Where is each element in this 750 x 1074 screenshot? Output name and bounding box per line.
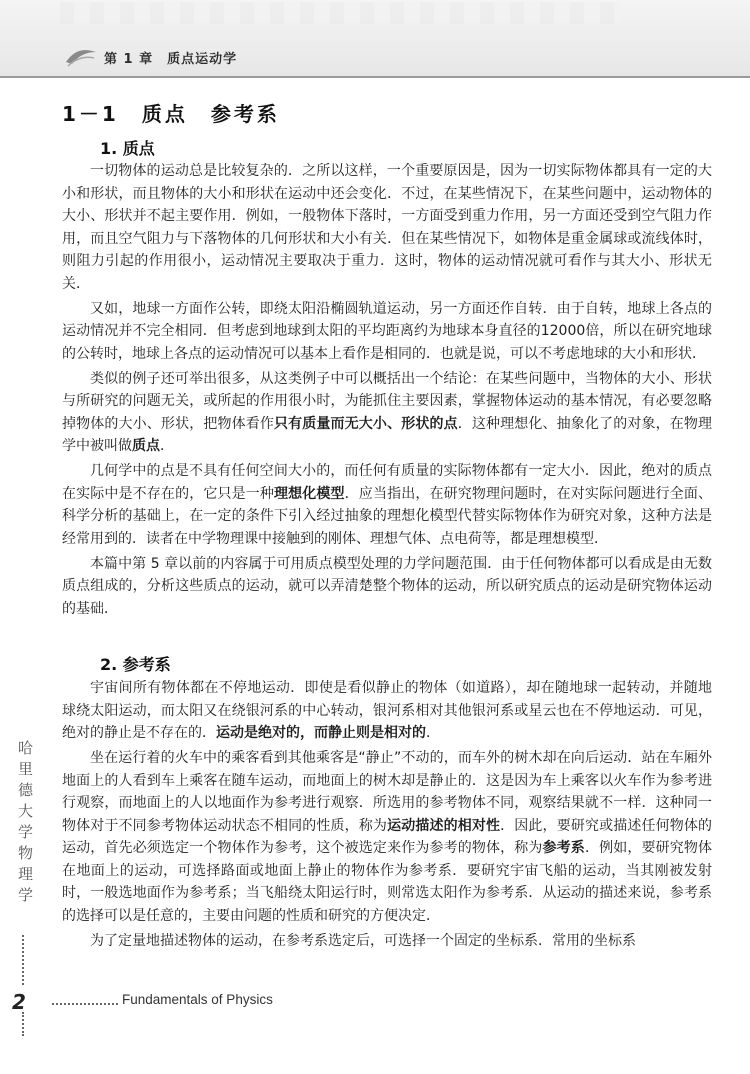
side-dotted-rule [22, 935, 26, 985]
subsection-heading-particle: 1. 质点 [100, 139, 155, 158]
text-run: ．这种理想化、抽象化了的对象，在物理学中被叫做 [62, 415, 712, 454]
text-run: 宇宙间所有物体都在不停地运动．即使是看似静止的物体（如道路），却在随地球一起转动，并随地球绕太阳运动，而太阳又在绕银河系的中心转动，银河系相对其他银河系或星云也在不停地运动．可见，绝对的静止是不存在的． [62, 680, 712, 741]
section-title: 1－1 质点 参考系 [62, 102, 280, 126]
paragraph [62, 460, 712, 550]
side-dotted-rule-lower [22, 1012, 26, 1036]
footer-book-title: Fundamentals of Physics [122, 992, 273, 1007]
paragraph [62, 747, 712, 927]
text-run: ． [160, 438, 174, 454]
text-run: 几何学中的点是不具有任何空间大小的，而任何有质量的实际物体都有一定大小．因此，绝对的质点在实际中是不存在的，它只是一种 [62, 463, 712, 502]
chapter-swoosh-icon [64, 46, 98, 68]
emphasis-text: 理想化模型 [274, 485, 345, 502]
emphasis-text: 参考系 [542, 840, 585, 856]
text-run: ．例如，要研究物体在地面上的运动，可选择路面或地面上静止的物体作为参考系．要研究宇宙飞船的运动，当其刚被发射时，一般选地面作为参考系；当飞船绕太阳运行时，则常选太阳作为参考系．从运动的描述来说，参考系的选择可以是任意的，主要由问题的性质和研究的方便决定． [62, 840, 713, 924]
footer-dotted-leader [52, 1003, 118, 1007]
paragraph: 本篇中第 5 章以前的内容属于可用质点模型处理的力学问题范围．由于任何物体都可以看成是由无数质点组成的，分析这些质点的运动，就可以弄清楚整个物体的运动，所以研究质点的运动是研究物体运动的基础． [62, 555, 712, 617]
page-number: 2 [12, 990, 26, 1014]
text-run: 类似的例子还可举出很多，从这类例子中可以概括出一个结论：在某些问题中，当物体的大小、形状与所研究的问题无关，或所起的作用很小时，为能抓住主要因素，掌握物体运动的基本情况，有必要忽略掉物体的大小、形状，把物体看作 [62, 370, 712, 432]
paragraph [62, 677, 712, 745]
text-run: ．应当指出，在研究物理问题时，在对实际问题进行全面、科学分析的基础上，在一定的条件下引入经过抽象的理想化模型代替实际物体作为研究对象，这种方法是经常用到的．读者在中学物理课中接触到的刚体、理想气体、点电荷等，都是理想模型． [62, 485, 713, 547]
emphasis-text: 运动是绝对的，而静止则是相对的 [216, 725, 426, 741]
paragraph: 一切物体的运动总是比较复杂的．之所以这样，一个重要原因是，因为一切实际物体都具有一定的大小和形状，而且物体的大小和形状在运动中还会变化．不过，在某些情况下，在某些问题中，运动物体的大小、形状并不起主要作用．例如，一般物体下落时，一方面受到重力作用，另一方面还受到空气阻力作用，而且空气阻力与下落物体的几何形状和大小有关．但在某些情况下，如物体是重金属球或流线体时，则阻力引起的作用很小，运动情况主要取决于重力．这时，物体的运动情况就可看作与其大小、形状无关． [62, 163, 712, 292]
emphasis-text: 运动描述的相对性 [387, 817, 501, 834]
subsection-heading-reference-frame: 2. 参考系 [100, 655, 171, 674]
emphasis-text: 只有质量而无大小、形状的点 [274, 415, 458, 432]
text-run: ． [426, 725, 440, 741]
text-run: ．因此，要研究或描述任何物体的运动，首先必须选定一个物体作为参考，这个被选定来作为参考的物体，称为 [62, 817, 713, 856]
paragraph: 为了定量地描述物体的运动，在参考系选定后，可选择一个固定的坐标系．常用的坐标系 [90, 932, 636, 949]
side-book-label: 哈里德大学物理学 [16, 740, 34, 908]
paragraph [62, 368, 712, 458]
subsection-body-particle [62, 160, 712, 620]
paragraph: 又如，地球一方面作公转，即绕太阳沿椭圆轨道运动，另一方面还作自转．由于自转，地球上各点的运动情况并不完全相同．但考虑到地球到太阳的平均距离约为地球本身直径的12000倍，所以在研究地球的公转时，地球上各点的运动情况可以基本上看作是相同的．也就是说，可以不考虑地球的大小和形状． [62, 300, 712, 362]
chapter-label: 第 1 章 质点运动学 [104, 52, 238, 67]
subsection-body-reference-frame [62, 677, 712, 952]
header-watermark-band [60, 2, 620, 24]
text-run: 坐在运行着的火车中的乘客看到其他乘客是“静止”不动的，而车外的树木却在向后运动．站在车厢外地面上的人看到车上乘客在随车运动，而地面上的树木却是静止的．这是因为车上乘客以火车作为参考进行观察，而地面上的人以地面作为参考进行观察．所选用的参考物体不同，观察结果就不一样．这种同一物体对于不同参考物体运动状态不相同的性质，称为 [62, 750, 712, 834]
emphasis-text: 质点 [132, 438, 160, 454]
header-rule [0, 76, 750, 78]
